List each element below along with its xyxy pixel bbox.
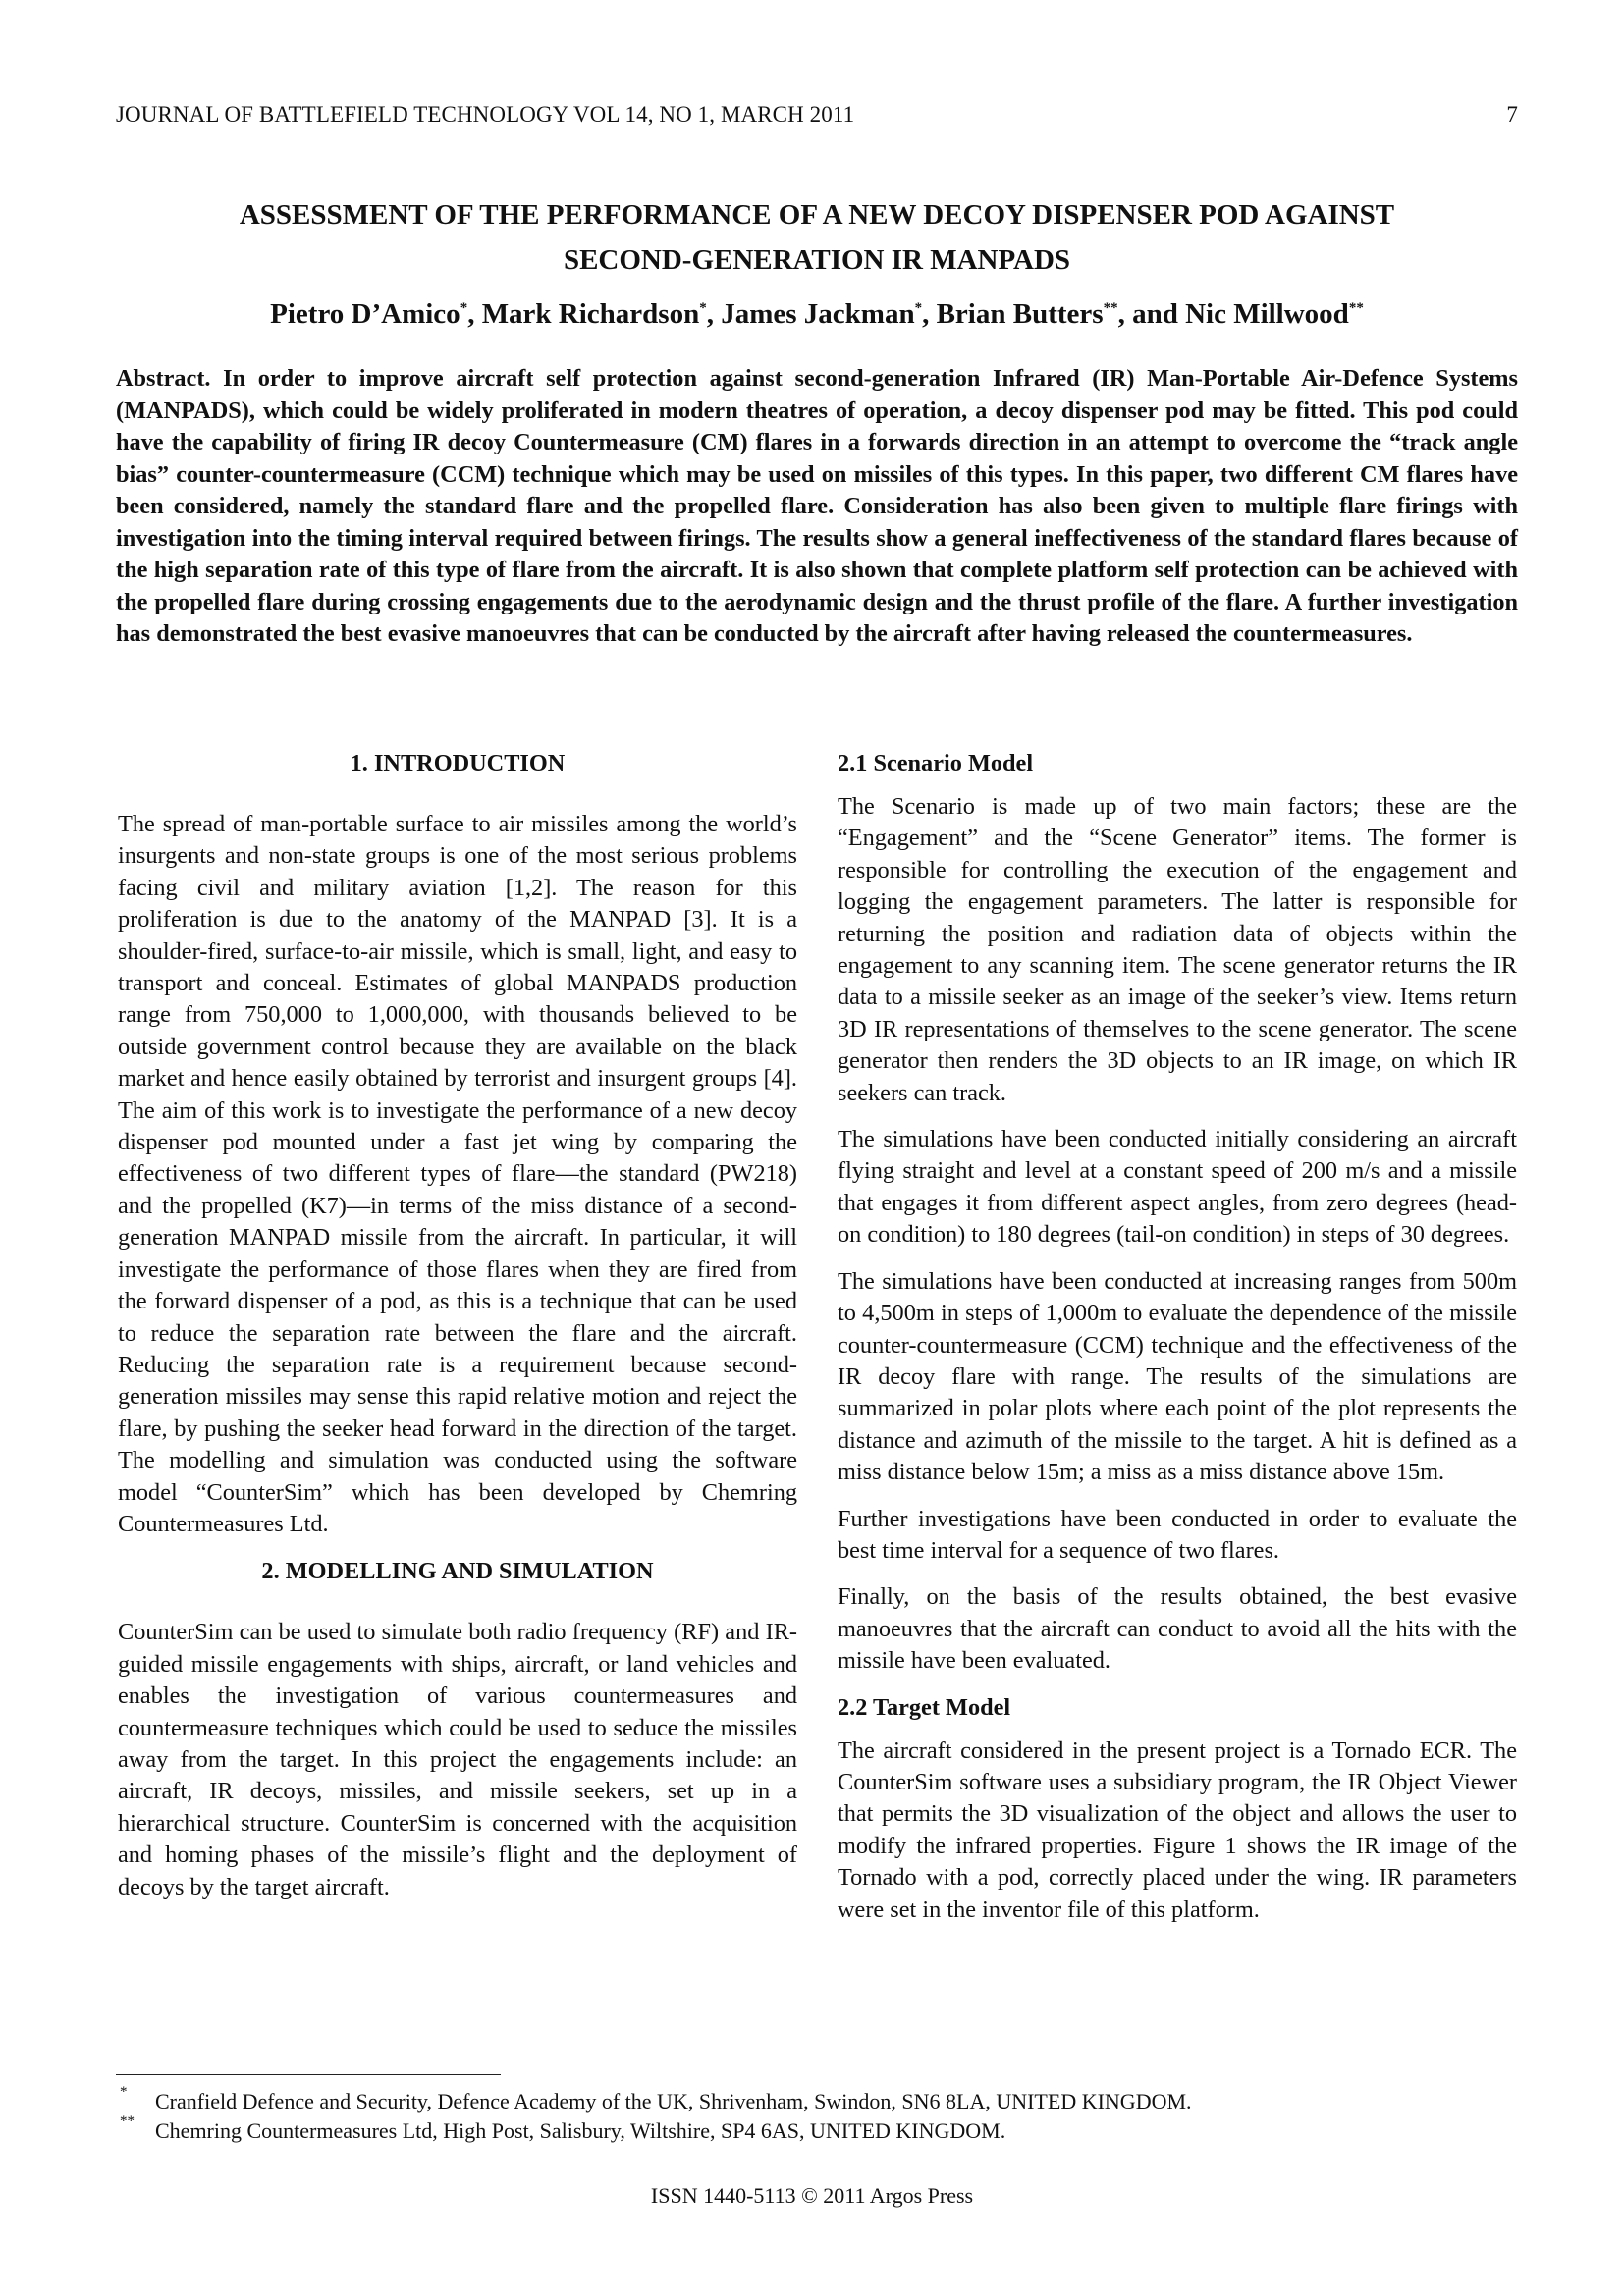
- paragraph: The simulations have been conducted initially considering an aircraft flying straight and level at a constant speed of 200 m/s and a missile that engages it from different aspect angles, from zero degrees (head-on condition) to 180 degrees (tail-on condition) in steps of 30 degrees.: [838, 1126, 1517, 1249]
- paper-title: [116, 192, 1518, 283]
- footnote: [116, 2113, 1518, 2146]
- author: Pietro D’Amico*,: [270, 298, 482, 330]
- section-heading-introduction: 1. INTRODUCTION: [350, 750, 566, 776]
- author: Nic Millwood**: [1185, 298, 1364, 330]
- page-number: 7: [1506, 102, 1518, 127]
- subsection-heading-target-model: 2.2 Target Model: [838, 1693, 1011, 1721]
- paragraph: Further investigations have been conducted in order to evaluate the best time interval for a sequence of two flares.: [838, 1505, 1517, 1564]
- section-heading-modelling: 2. MODELLING AND SIMULATION: [261, 1558, 654, 1585]
- affiliation-mark: **: [1348, 300, 1364, 316]
- affiliation-mark: *: [460, 300, 468, 316]
- paragraph: Finally, on the basis of the results obtained, the best evasive manoeuvres that the aircraft can conduct to avoid all the hits with the missile have been evaluated.: [838, 1583, 1517, 1675]
- running-header: [116, 100, 1518, 130]
- right-column: [838, 748, 1517, 1941]
- paragraph: CounterSim can be used to simulate both radio frequency (RF) and IR-guided missile engagements with ships, aircraft, or land vehicles and enables the investigation of various countermeasures and countermeasure techniques which could be used to seduce the missiles away from the target. In this project the engagements include: an aircraft, IR decoys, missiles, and missile seekers, set up in a hierarchical structure. CounterSim is concerned with the acquisition and homing phases of the missile’s flight and the deployment of decoys by the target aircraft.: [118, 1619, 797, 1900]
- footnote-divider: [116, 2074, 501, 2075]
- abstract: Abstract. In order to improve aircraft self protection against second-generation Infrared (IR) Man-Portable Air-Defence Systems (MANPADS), which could be widely proliferated in modern theatres of operation, a decoy dispenser pod may be fitted. This pod could have the capability of firing IR decoy Countermeasure (CM) flares in a forwards direction in an attempt to overcome the “track angle bias” counter-countermeasure (CCM) technique which may be used on missiles of this types. In this paper, two different CM flares have been considered, namely the standard flare and the propelled flare. Consideration has also been given to multiple flare firings with investigation into the timing interval required between firings. The results show a general ineffectiveness of the standard flares because of the high separation rate of this type of flare from the aircraft. It is also shown that complete platform self protection can be achieved with the propelled flare during crossing engagements due to the aerodynamic design and the thrust profile of the flare. A further investigation has demonstrated the best evasive manoeuvres that can be conducted by the aircraft after having released the countermeasures.: [116, 365, 1518, 647]
- author-list: [116, 294, 1518, 334]
- footnote-text: Chemring Countermeasures Ltd, High Post, Salisbury, Wiltshire, SP4 6AS, UNITED KINGDOM.: [155, 2118, 1006, 2143]
- affiliation-mark: *: [914, 300, 923, 316]
- left-column: [118, 748, 797, 1918]
- affiliation-mark: **: [1103, 300, 1118, 316]
- footnote-text: Cranfield Defence and Security, Defence Academy of the UK, Shrivenham, Swindon, SN6 8LA, UNITED KINGDOM.: [155, 2089, 1192, 2113]
- journal-citation: JOURNAL OF BATTLEFIELD TECHNOLOGY VOL 14, NO 1, MARCH 2011: [116, 102, 855, 127]
- issn-copyright: ISSN 1440-5113 © 2011 Argos Press: [650, 2183, 974, 2208]
- paragraph: The simulations have been conducted at increasing ranges from 500m to 4,500m in steps of 1,000m to evaluate the dependence of the missile counter-countermeasure (CCM) technique and the effectiveness of the IR decoy flare with range. The results of the simulations are summarized in polar plots where each point of the plot represents the distance and azimuth of the missile to the target. A hit is defined as a miss distance below 15m; a miss as a miss distance above 15m.: [838, 1267, 1517, 1486]
- footnote: [116, 2084, 1518, 2116]
- paragraph: The aircraft considered in the present project is a Tornado ECR. The CounterSim software uses a subsidiary program, the IR Object Viewer that permits the 3D visualization of the object and allows the user to modify the infrared properties. Figure 1 shows the IR image of the Tornado with a pod, correctly placed under the wing. IR parameters were set in the inventor file of this platform.: [838, 1736, 1517, 1923]
- footnote-mark: **: [120, 2113, 135, 2129]
- affiliation-mark: *: [699, 300, 707, 316]
- subsection-heading-scenario-model: 2.1 Scenario Model: [838, 750, 1034, 776]
- footnote-mark: *: [120, 2084, 128, 2100]
- footnotes: [116, 2084, 1518, 2146]
- paragraph: The Scenario is made up of two main factors; these are the “Engagement” and the “Scene Generator” items. The former is responsible for controlling the execution of the engagement and logging the engagement parameters. The latter is responsible for returning the position and radiation data of objects within the engagement to any scanning item. The scene generator returns the IR data to a missile seeker as an image of the seeker’s view. Items return 3D IR representations of themselves to the scene generator. The scene generator then renders the 3D objects to an IR image, on which IR seekers can track.: [838, 793, 1517, 1106]
- author: James Jackman*,: [721, 298, 937, 330]
- author: Mark Richardson*,: [481, 298, 722, 330]
- author: Brian Butters**, and: [936, 298, 1186, 330]
- title-line-1: ASSESSMENT OF THE PERFORMANCE OF A NEW DECOY DISPENSER POD AGAINST: [239, 199, 1395, 231]
- title-line-2: SECOND-GENERATION IR MANPADS: [563, 244, 1071, 276]
- paragraph: The spread of man-portable surface to air missiles among the world’s insurgents and non-state groups is one of the most serious problems facing civil and military aviation [1,2]. The reason for this proliferation is due to the anatomy of the MANPAD [3]. It is a shoulder-fired, surface-to-air missile, which is small, light, and easy to transport and conceal. Estimates of global MANPADS production range from 750,000 to 1,000,000, with thousands believed to be outside government control because they are available on the black market and hence easily obtained by terrorist and insurgent groups [4]. The aim of this work is to investigate the performance of a new decoy dispenser pod mounted under a fast jet wing by comparing the effectiveness of two different types of flare—the standard (PW218) and the propelled (K7)—in terms of the miss distance of a second-generation MANPAD missile from the aircraft. In particular, it will investigate the performance of those flares when they are fired from the forward dispenser of a pod, as this is a technique that can be used to reduce the separation rate between the flare and the aircraft. Reducing the separation rate is a requirement because second-generation missiles may sense this rapid relative motion and reject the flare, by pushing the seeker head forward in the direction of the target. The modelling and simulation was conducted using the software model “CounterSim” which has been developed by Chemring Countermeasures Ltd.: [118, 811, 797, 1537]
